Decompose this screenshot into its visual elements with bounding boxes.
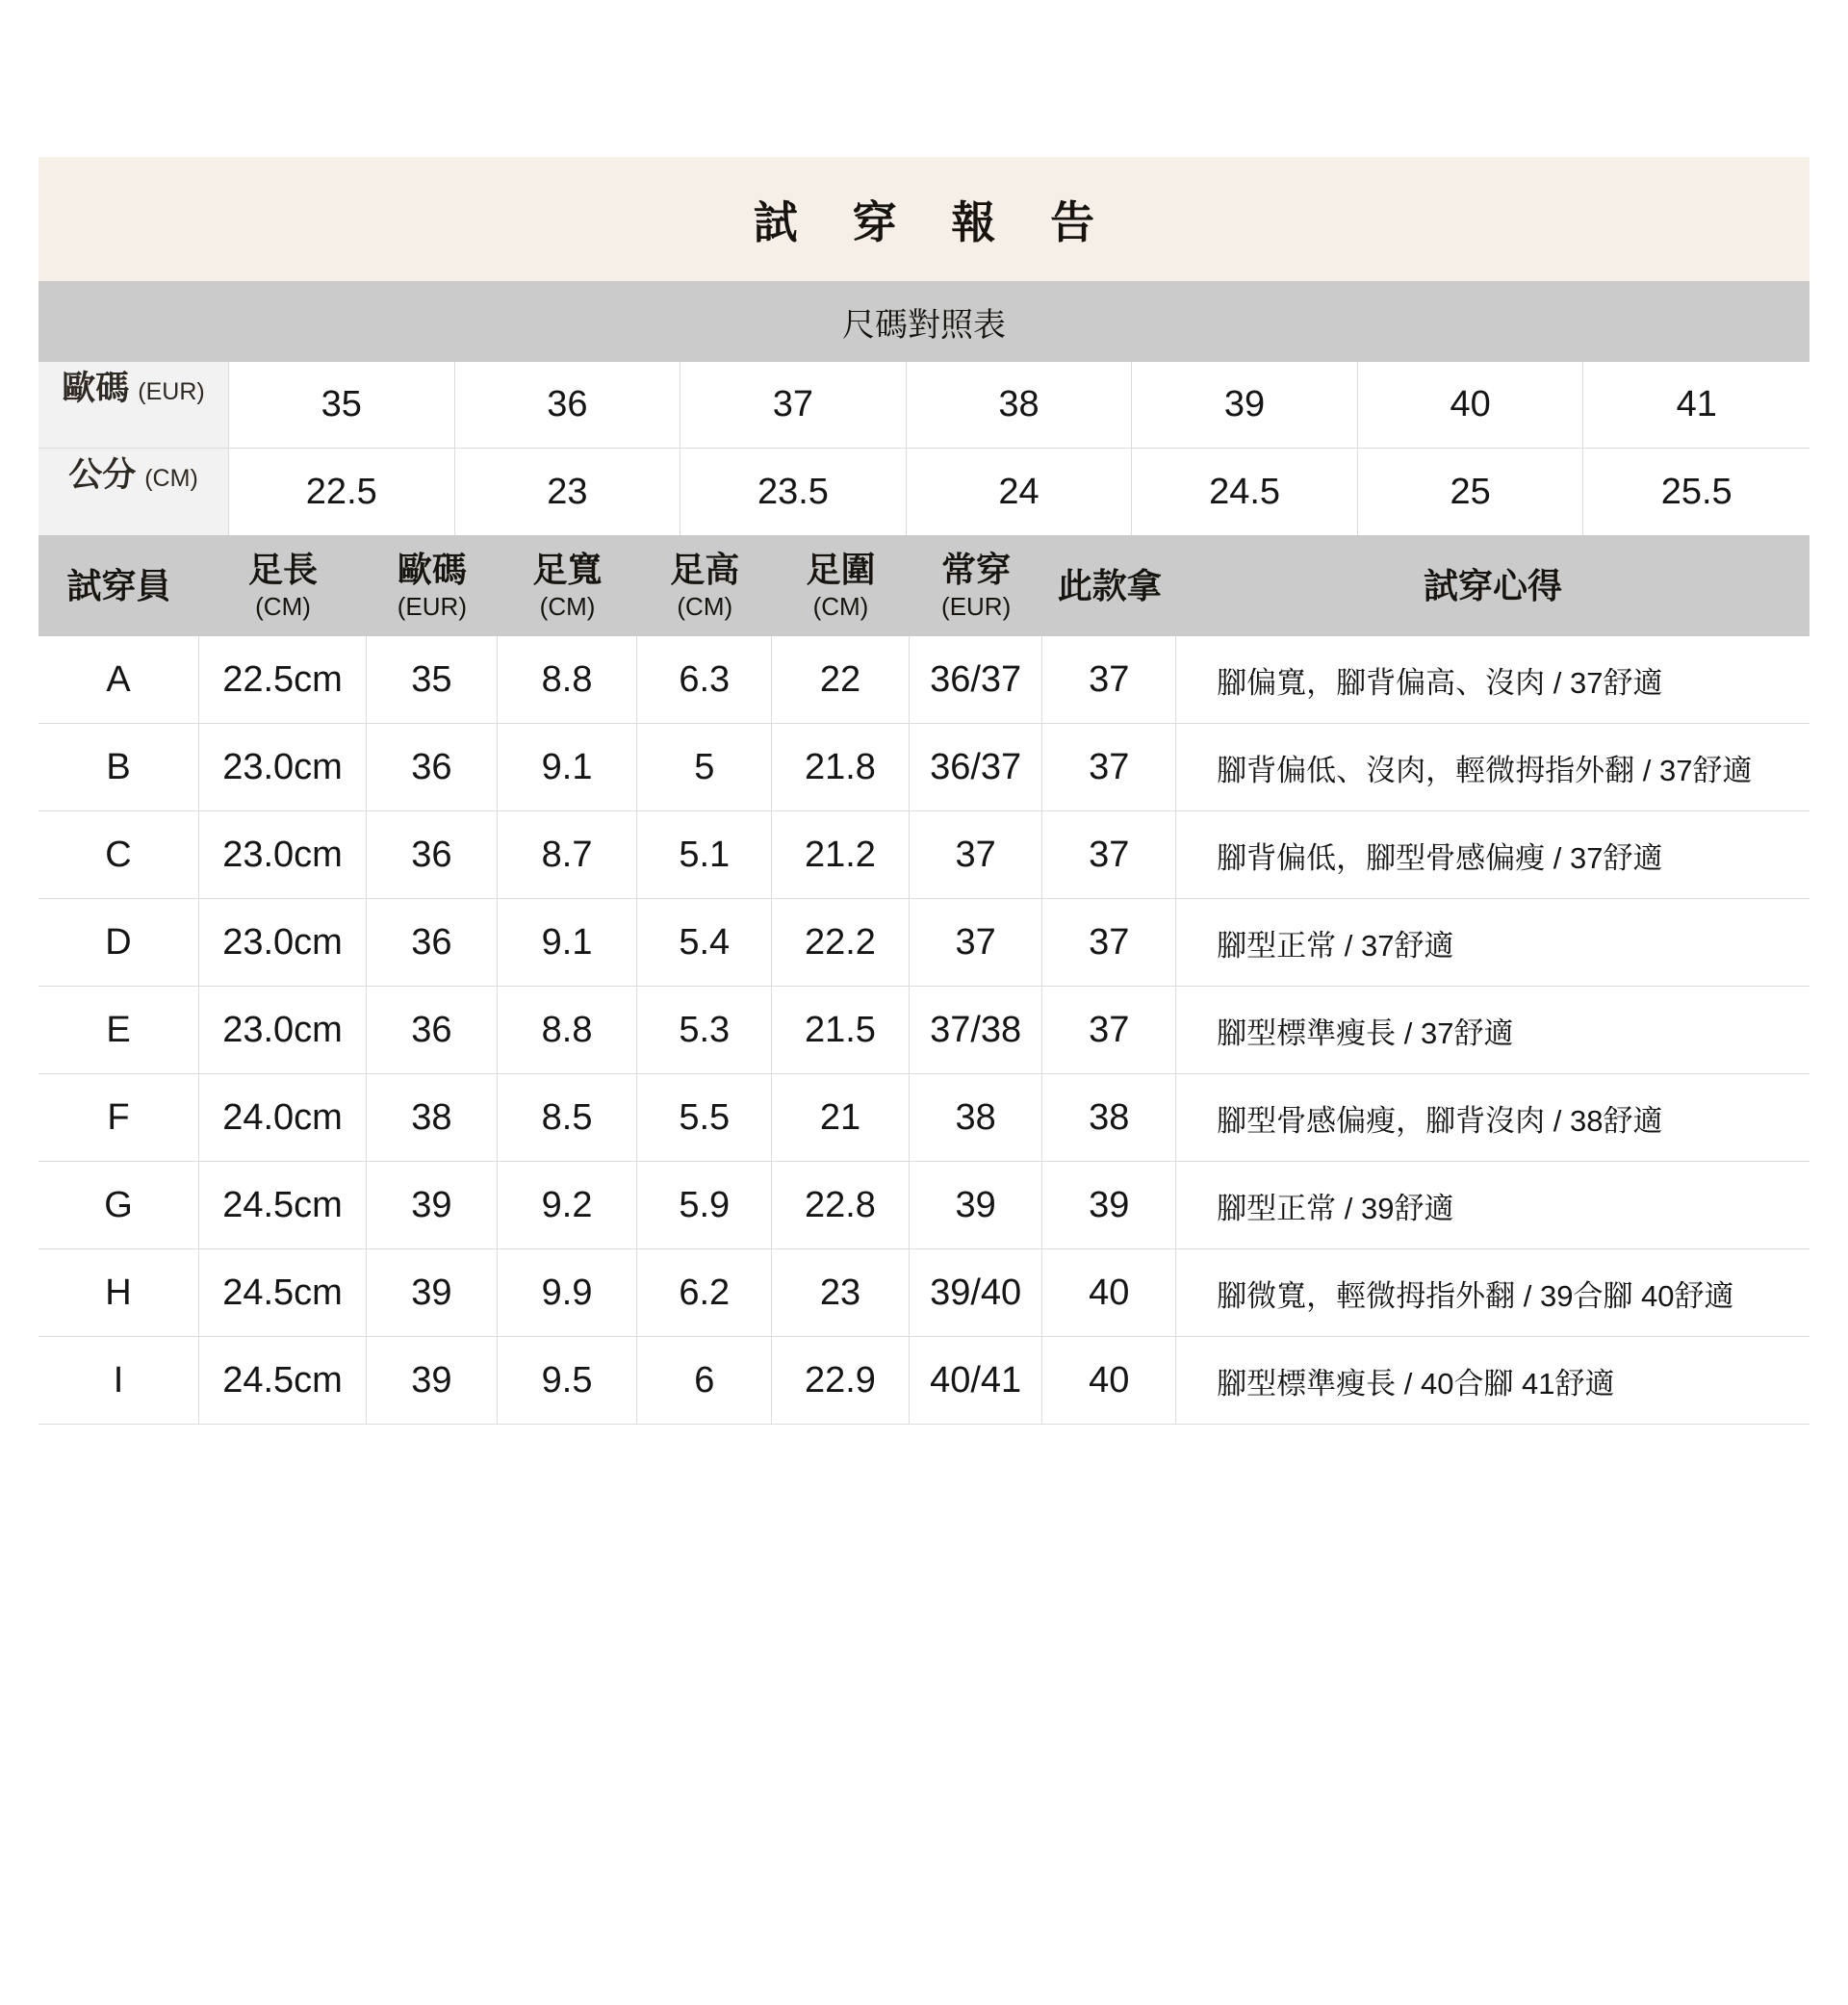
cell-eur: 39 [367,1162,498,1248]
cell-foot-height: 5.1 [637,811,772,898]
cell-foot-height: 5.4 [637,899,772,986]
eur-size-value: 36 [455,362,681,449]
cell-usual-size: 36/37 [910,636,1043,723]
cell-foot-height: 6 [637,1337,772,1424]
cell-tester-id: I [38,1337,199,1424]
cell-comment: 腳型正常 / 39舒適 [1176,1162,1810,1248]
eur-row-label: 歐碼 [62,370,130,407]
cell-usual-size: 37/38 [910,987,1043,1073]
cm-row-unit: (CM) [144,465,198,492]
cm-row-label: 公分 [68,456,137,494]
cell-tester-id: B [38,724,199,810]
cell-foot-height: 5.9 [637,1162,772,1248]
cell-usual-size: 39/40 [910,1249,1043,1336]
cm-size-row [38,449,1810,535]
size-chart-heading-band [38,281,1810,362]
cell-foot-girth: 21.8 [772,724,910,810]
cell-foot-girth: 22 [772,636,910,723]
cell-tester-id: A [38,636,199,723]
cm-size-value: 24.5 [1132,449,1358,535]
cell-foot-length: 24.5cm [199,1249,367,1336]
cell-tester-id: F [38,1074,199,1161]
cell-foot-width: 9.9 [498,1249,638,1336]
header-foot-length: 足長 (CM) [248,550,319,621]
report-title: 試 穿 報 告 [753,196,1116,247]
cell-foot-length: 23.0cm [199,987,367,1073]
header-comment: 試穿心得 [1424,565,1563,605]
cell-comment: 腳微寬，輕微拇指外翻 / 39合腳 40舒適 [1176,1249,1810,1336]
eur-row-label-cell [38,362,229,449]
cm-size-value: 23.5 [680,449,907,535]
fitting-report [38,157,1810,1425]
cell-foot-width: 8.8 [498,636,638,723]
cell-foot-length: 24.0cm [199,1074,367,1161]
cell-foot-width: 8.5 [498,1074,638,1161]
cell-tester-id: C [38,811,199,898]
cell-eur: 35 [367,636,498,723]
cell-took-size: 40 [1042,1249,1176,1336]
table-row [38,1337,1810,1425]
eur-size-value: 39 [1132,362,1358,449]
cell-foot-width: 9.1 [498,899,638,986]
fitting-table [38,535,1810,1425]
eur-size-value: 37 [680,362,907,449]
table-row [38,1162,1810,1249]
table-row [38,899,1810,987]
cell-comment: 腳型骨感偏瘦，腳背沒肉 / 38舒適 [1176,1074,1810,1161]
cm-size-value: 23 [455,449,681,535]
size-chart-heading: 尺碼對照表 [842,306,1006,344]
eur-size-value: 40 [1358,362,1584,449]
report-title-bar [38,157,1810,281]
header-usual-size: 常穿 (EUR) [941,550,1012,621]
cell-took-size: 37 [1042,636,1176,723]
cell-foot-height: 6.3 [637,636,772,723]
table-row [38,811,1810,899]
table-row [38,636,1810,724]
cell-foot-girth: 21.2 [772,811,910,898]
cell-foot-length: 24.5cm [199,1337,367,1424]
header-foot-width: 足寬 (CM) [532,550,603,621]
cell-foot-length: 24.5cm [199,1162,367,1248]
fitting-table-header [38,535,1810,636]
cell-tester-id: E [38,987,199,1073]
cell-comment: 腳型標準瘦長 / 37舒適 [1176,987,1810,1073]
cell-took-size: 37 [1042,811,1176,898]
eur-size-value: 38 [907,362,1133,449]
cell-usual-size: 38 [910,1074,1043,1161]
cell-foot-length: 22.5cm [199,636,367,723]
cell-eur: 39 [367,1337,498,1424]
cell-foot-girth: 22.2 [772,899,910,986]
cell-foot-length: 23.0cm [199,899,367,986]
cell-comment: 腳背偏低、沒肉，輕微拇指外翻 / 37舒適 [1176,724,1810,810]
cell-eur: 39 [367,1249,498,1336]
eur-size-value: 35 [229,362,455,449]
cell-eur: 36 [367,899,498,986]
cell-foot-girth: 22.8 [772,1162,910,1248]
eur-size-row [38,362,1810,449]
cell-foot-height: 5 [637,724,772,810]
cell-comment: 腳偏寬，腳背偏高、沒肉 / 37舒適 [1176,636,1810,723]
cell-foot-width: 9.1 [498,724,638,810]
header-tester: 試穿員 [66,565,171,605]
cell-usual-size: 39 [910,1162,1043,1248]
cell-foot-length: 23.0cm [199,724,367,810]
cell-foot-girth: 21 [772,1074,910,1161]
cell-foot-height: 5.3 [637,987,772,1073]
cm-size-value: 25.5 [1583,449,1810,535]
table-row [38,1074,1810,1162]
cm-size-value: 25 [1358,449,1584,535]
cell-took-size: 37 [1042,724,1176,810]
cell-usual-size: 40/41 [910,1337,1043,1424]
cell-tester-id: G [38,1162,199,1248]
cell-foot-girth: 21.5 [772,987,910,1073]
cell-foot-width: 9.2 [498,1162,638,1248]
cell-eur: 36 [367,987,498,1073]
cell-eur: 38 [367,1074,498,1161]
header-eur: 歐碼 (EUR) [397,550,467,621]
cell-tester-id: H [38,1249,199,1336]
cell-foot-width: 8.7 [498,811,638,898]
cell-usual-size: 37 [910,811,1043,898]
cell-took-size: 37 [1042,987,1176,1073]
table-row [38,724,1810,811]
cell-foot-girth: 23 [772,1249,910,1336]
cell-usual-size: 36/37 [910,724,1043,810]
cell-usual-size: 37 [910,899,1043,986]
cell-eur: 36 [367,724,498,810]
cell-comment: 腳型標準瘦長 / 40合腳 41舒適 [1176,1337,1810,1424]
header-foot-girth: 足圍 (CM) [806,550,876,621]
table-row [38,1249,1810,1337]
cell-foot-height: 6.2 [637,1249,772,1336]
cell-foot-girth: 22.9 [772,1337,910,1424]
cell-comment: 腳背偏低，腳型骨感偏瘦 / 37舒適 [1176,811,1810,898]
cell-took-size: 40 [1042,1337,1176,1424]
cell-foot-height: 5.5 [637,1074,772,1161]
header-foot-height: 足高 (CM) [670,550,740,621]
eur-size-value: 41 [1583,362,1810,449]
cell-foot-width: 9.5 [498,1337,638,1424]
cell-took-size: 38 [1042,1074,1176,1161]
cell-eur: 36 [367,811,498,898]
cell-tester-id: D [38,899,199,986]
table-row [38,987,1810,1074]
cell-took-size: 39 [1042,1162,1176,1248]
cell-foot-length: 23.0cm [199,811,367,898]
header-took-size: 此款拿 [1057,565,1162,605]
cm-size-value: 24 [907,449,1133,535]
cell-comment: 腳型正常 / 37舒適 [1176,899,1810,986]
cm-row-label-cell [38,449,229,535]
size-conversion-table [38,362,1810,535]
cell-foot-width: 8.8 [498,987,638,1073]
eur-row-unit: (EUR) [138,378,205,405]
cell-took-size: 37 [1042,899,1176,986]
cm-size-value: 22.5 [229,449,455,535]
